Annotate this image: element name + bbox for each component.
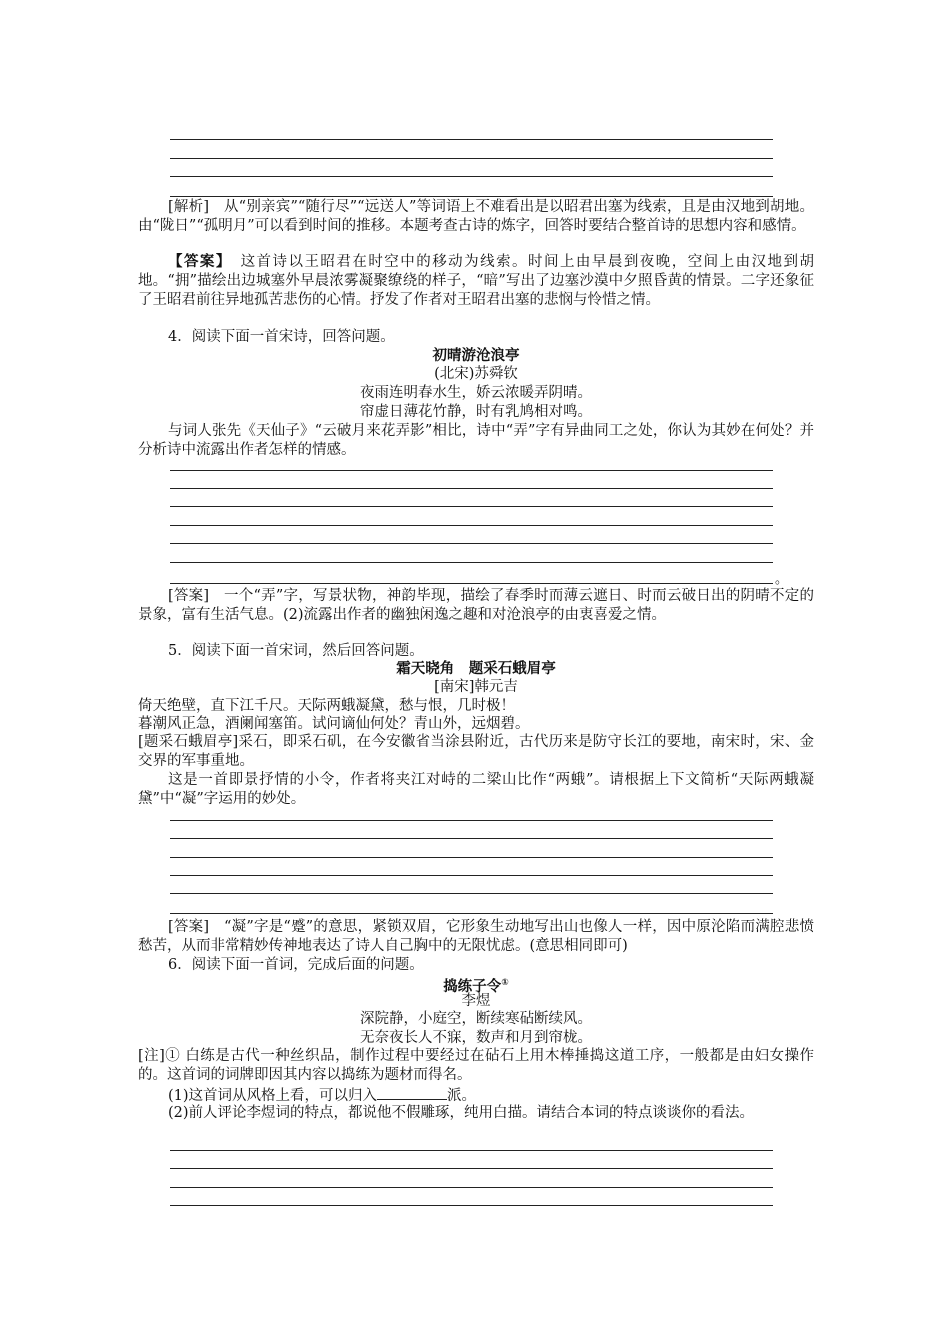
answer-line (170, 857, 773, 858)
answer-line (170, 196, 773, 197)
answer-line (170, 139, 773, 140)
answer-line (170, 543, 773, 544)
answer-line (170, 1150, 773, 1151)
question-4-prompt: 与词人张先《天仙子》“云破月来花弄影”相比，诗中“弄”字有异曲同工之处，你认为其妙在何处？并分析诗中流露出作者怎样的情感。 (138, 423, 814, 458)
answer-line (170, 875, 773, 876)
poem-author: (北宋)苏舜钦 (434, 366, 518, 382)
poem-line: 无奈夜长人不寐，数声和月到帘栊。 (360, 1030, 592, 1046)
question-6-sub2: (2)前人评论李煜词的特点，都说他不假雕琢，纯用白描。请结合本词的特点谈谈你的看法。 (168, 1105, 755, 1121)
sub-question-text: (1)这首词从风格上看，可以归入 (168, 1088, 378, 1104)
answer-line (170, 838, 773, 839)
poem-author: 李煜 (461, 993, 491, 1009)
question-5-intro: 5．阅读下面一首宋词，然后回答问题。 (168, 643, 424, 659)
answer-line (170, 488, 773, 489)
question-5-answer (138, 918, 814, 956)
question-6-sub1 (138, 1085, 814, 1106)
analysis-text: 从“别亲宾”“随行尽”“远送人”等词语上不难看出是以昭君出塞为线索，且是由汉地到胡地。由“陇日”“孤明月”可以看到时间的推移。本题考查古诗的炼字，回答时要结合整首诗的思想内容和感情。 (138, 199, 814, 234)
answer-label: [答案] (168, 919, 209, 935)
question-4-answer (138, 587, 814, 625)
poem-line: 深院静，小庭空，断续寒砧断续风。 (360, 1011, 592, 1027)
answer-label: 【答案】 (168, 253, 225, 270)
answer-line (170, 176, 773, 177)
answer-line (170, 820, 773, 821)
answer-line (170, 525, 773, 526)
answer-line (170, 1187, 773, 1188)
fill-in-blank[interactable] (377, 1085, 447, 1100)
line-period: 。 (775, 572, 789, 587)
poem-title: 初晴游沧浪亭 (432, 348, 520, 364)
answer-line (170, 1205, 773, 1206)
answer-text: 这首诗以王昭君在时空中的移动为线索。时间上由早晨到夜晚，空间上由汉地到胡地。“拥”描绘出边城塞外早晨浓雾凝聚缭绕的样子，“暗”写出了边塞沙漠中夕照昏黄的情景。二字还象征了王昭君前往异地孤苦悲伤的心情。抒发了作者对王昭君出塞的悲悯与怜惜之情。 (138, 254, 814, 308)
answer-label: [答案] (168, 588, 210, 604)
answer-line (170, 562, 773, 563)
answer-line (170, 470, 773, 471)
answer-text: 一个“弄”字，写景状物，神韵毕现，描绘了春季时而薄云遮日、时而云破日出的阴晴不定的景象，富有生活气息。(2)流露出作者的幽独闲逸之趣和对沧浪亭的由衷喜爱之情。 (138, 588, 814, 623)
poem-line: 暮潮风正急，酒阑闻塞笛。试问谪仙何处？青山外，远烟碧。 (138, 716, 530, 732)
answer-text: “凝”字是“蹙”的意思，紧锁双眉，它形象生动地写出山也像人一样，因中原沦陷而满腔悲愤愁苦，从而非常精妙传神地表达了诗人自己胸中的无限忧虑。(意思相同即可) (138, 919, 814, 954)
analysis-paragraph (138, 198, 814, 236)
poem-line: 倚天绝壁，直下江千尺。天际两蛾凝黛，愁与恨，几时极！ (138, 698, 515, 714)
answer-line (170, 1168, 773, 1169)
poem-title: 霜天晓角 题采石蛾眉亭 (396, 661, 556, 677)
answer-line (170, 158, 773, 159)
footnote-marker: ① (501, 978, 509, 988)
question-4-intro: 4．阅读下面一首宋诗，回答问题。 (168, 329, 395, 345)
poem-note: [题采石蛾眉亭]采石，即采石矶，在今安徽省当涂县附近，古代历来是防守长江的要地，南宋时，宋、金交界的军事重地。 (138, 734, 814, 769)
answer-line (170, 583, 773, 584)
answer-paragraph (138, 252, 814, 310)
answer-line (170, 913, 773, 914)
analysis-label: [解析] (168, 199, 209, 215)
poem-author: [南宋]韩元吉 (434, 679, 518, 695)
poem-title-text: 捣练子令 (443, 978, 502, 995)
sub-question-text: 派。 (447, 1088, 477, 1104)
answer-line (170, 506, 773, 507)
poem-line: 帘虚日薄花竹静，时有乳鸠相对鸣。 (360, 404, 592, 420)
poem-line: 夜雨连明春水生，娇云浓暖弄阴晴。 (360, 385, 592, 401)
poem-note: [注]① 白练是古代一种丝织品，制作过程中要经过在砧石上用木棒捶捣这道工序，一般都是由妇女操作的。这首词的词牌即因其内容以捣练为题材而得名。 (138, 1048, 814, 1083)
question-5-prompt: 这是一首即景抒情的小令，作者将夹江对峙的二梁山比作“两蛾”。请根据上下文简析“天际两蛾凝黛”中“凝”字运用的妙处。 (138, 772, 814, 807)
question-6-intro: 6．阅读下面一首词，完成后面的问题。 (168, 957, 424, 973)
answer-line (170, 893, 773, 894)
